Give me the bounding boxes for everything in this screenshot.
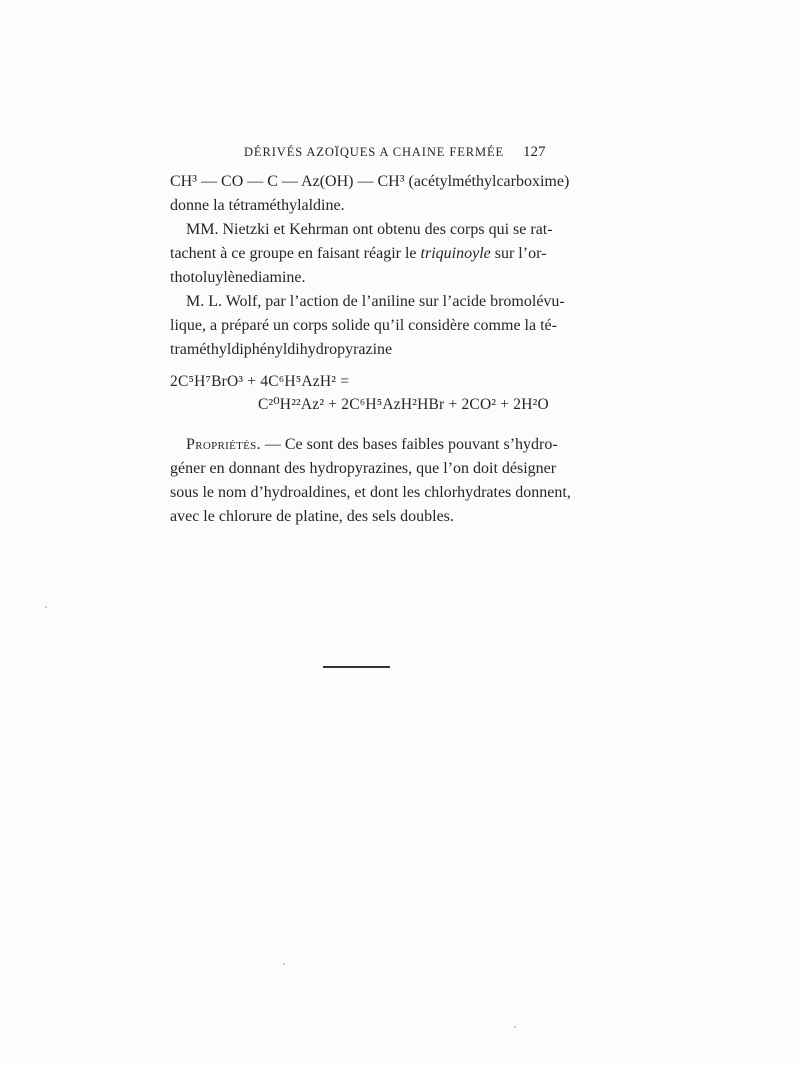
text-line bbox=[170, 242, 547, 266]
equation-line-1: 2C⁵H⁷BrO³ + 4C⁶H⁵AzH² = bbox=[170, 373, 350, 390]
end-rule bbox=[323, 666, 390, 668]
text-line: thotoluylènediamine. bbox=[170, 269, 306, 286]
text-line: M. L. Wolf, par l’action de l’aniline sur l’acide bromolévu- bbox=[186, 293, 565, 310]
section-label: Propriétés. bbox=[186, 436, 261, 453]
text-line bbox=[186, 433, 558, 457]
text-segment: sur l’or- bbox=[490, 245, 547, 262]
text-segment: tachent à ce groupe en faisant réagir le bbox=[170, 245, 421, 262]
italic-term: triquinoyle bbox=[420, 245, 491, 262]
text-line: avec le chlorure de platine, des sels doubles. bbox=[170, 508, 454, 525]
equation-line-2: C²⁰H²²Az² + 2C⁶H⁵AzH²HBr + 2CO² + 2H²O bbox=[258, 396, 549, 413]
paper-speck bbox=[283, 963, 285, 965]
text-line: MM. Nietzki et Kehrman ont obtenu des corps qui se rat- bbox=[186, 221, 553, 238]
text-line: CH³ — CO — C — Az(OH) — CH³ (acétylméthylcarboxime) bbox=[170, 173, 570, 190]
text-line: donne la tétraméthylaldine. bbox=[170, 197, 345, 214]
text-line: géner en donnant des hydropyrazines, que l’on doit désigner bbox=[170, 460, 557, 477]
text-line: traméthyldiphényldihydropyrazine bbox=[170, 341, 393, 358]
paper-speck bbox=[45, 606, 47, 608]
text-line: sous le nom d’hydroaldines, et dont les chlorhydrates donnent, bbox=[170, 484, 571, 501]
running-title: DÉRIVÉS AZOÏQUES A CHAINE FERMÉE bbox=[244, 145, 505, 159]
page-number: 127 bbox=[523, 144, 546, 160]
text-segment: — Ce sont des bases faibles pouvant s’hydro- bbox=[260, 436, 558, 453]
paper-speck bbox=[514, 1026, 516, 1028]
text-line: lique, a préparé un corps solide qu’il considère comme la té- bbox=[170, 317, 557, 334]
